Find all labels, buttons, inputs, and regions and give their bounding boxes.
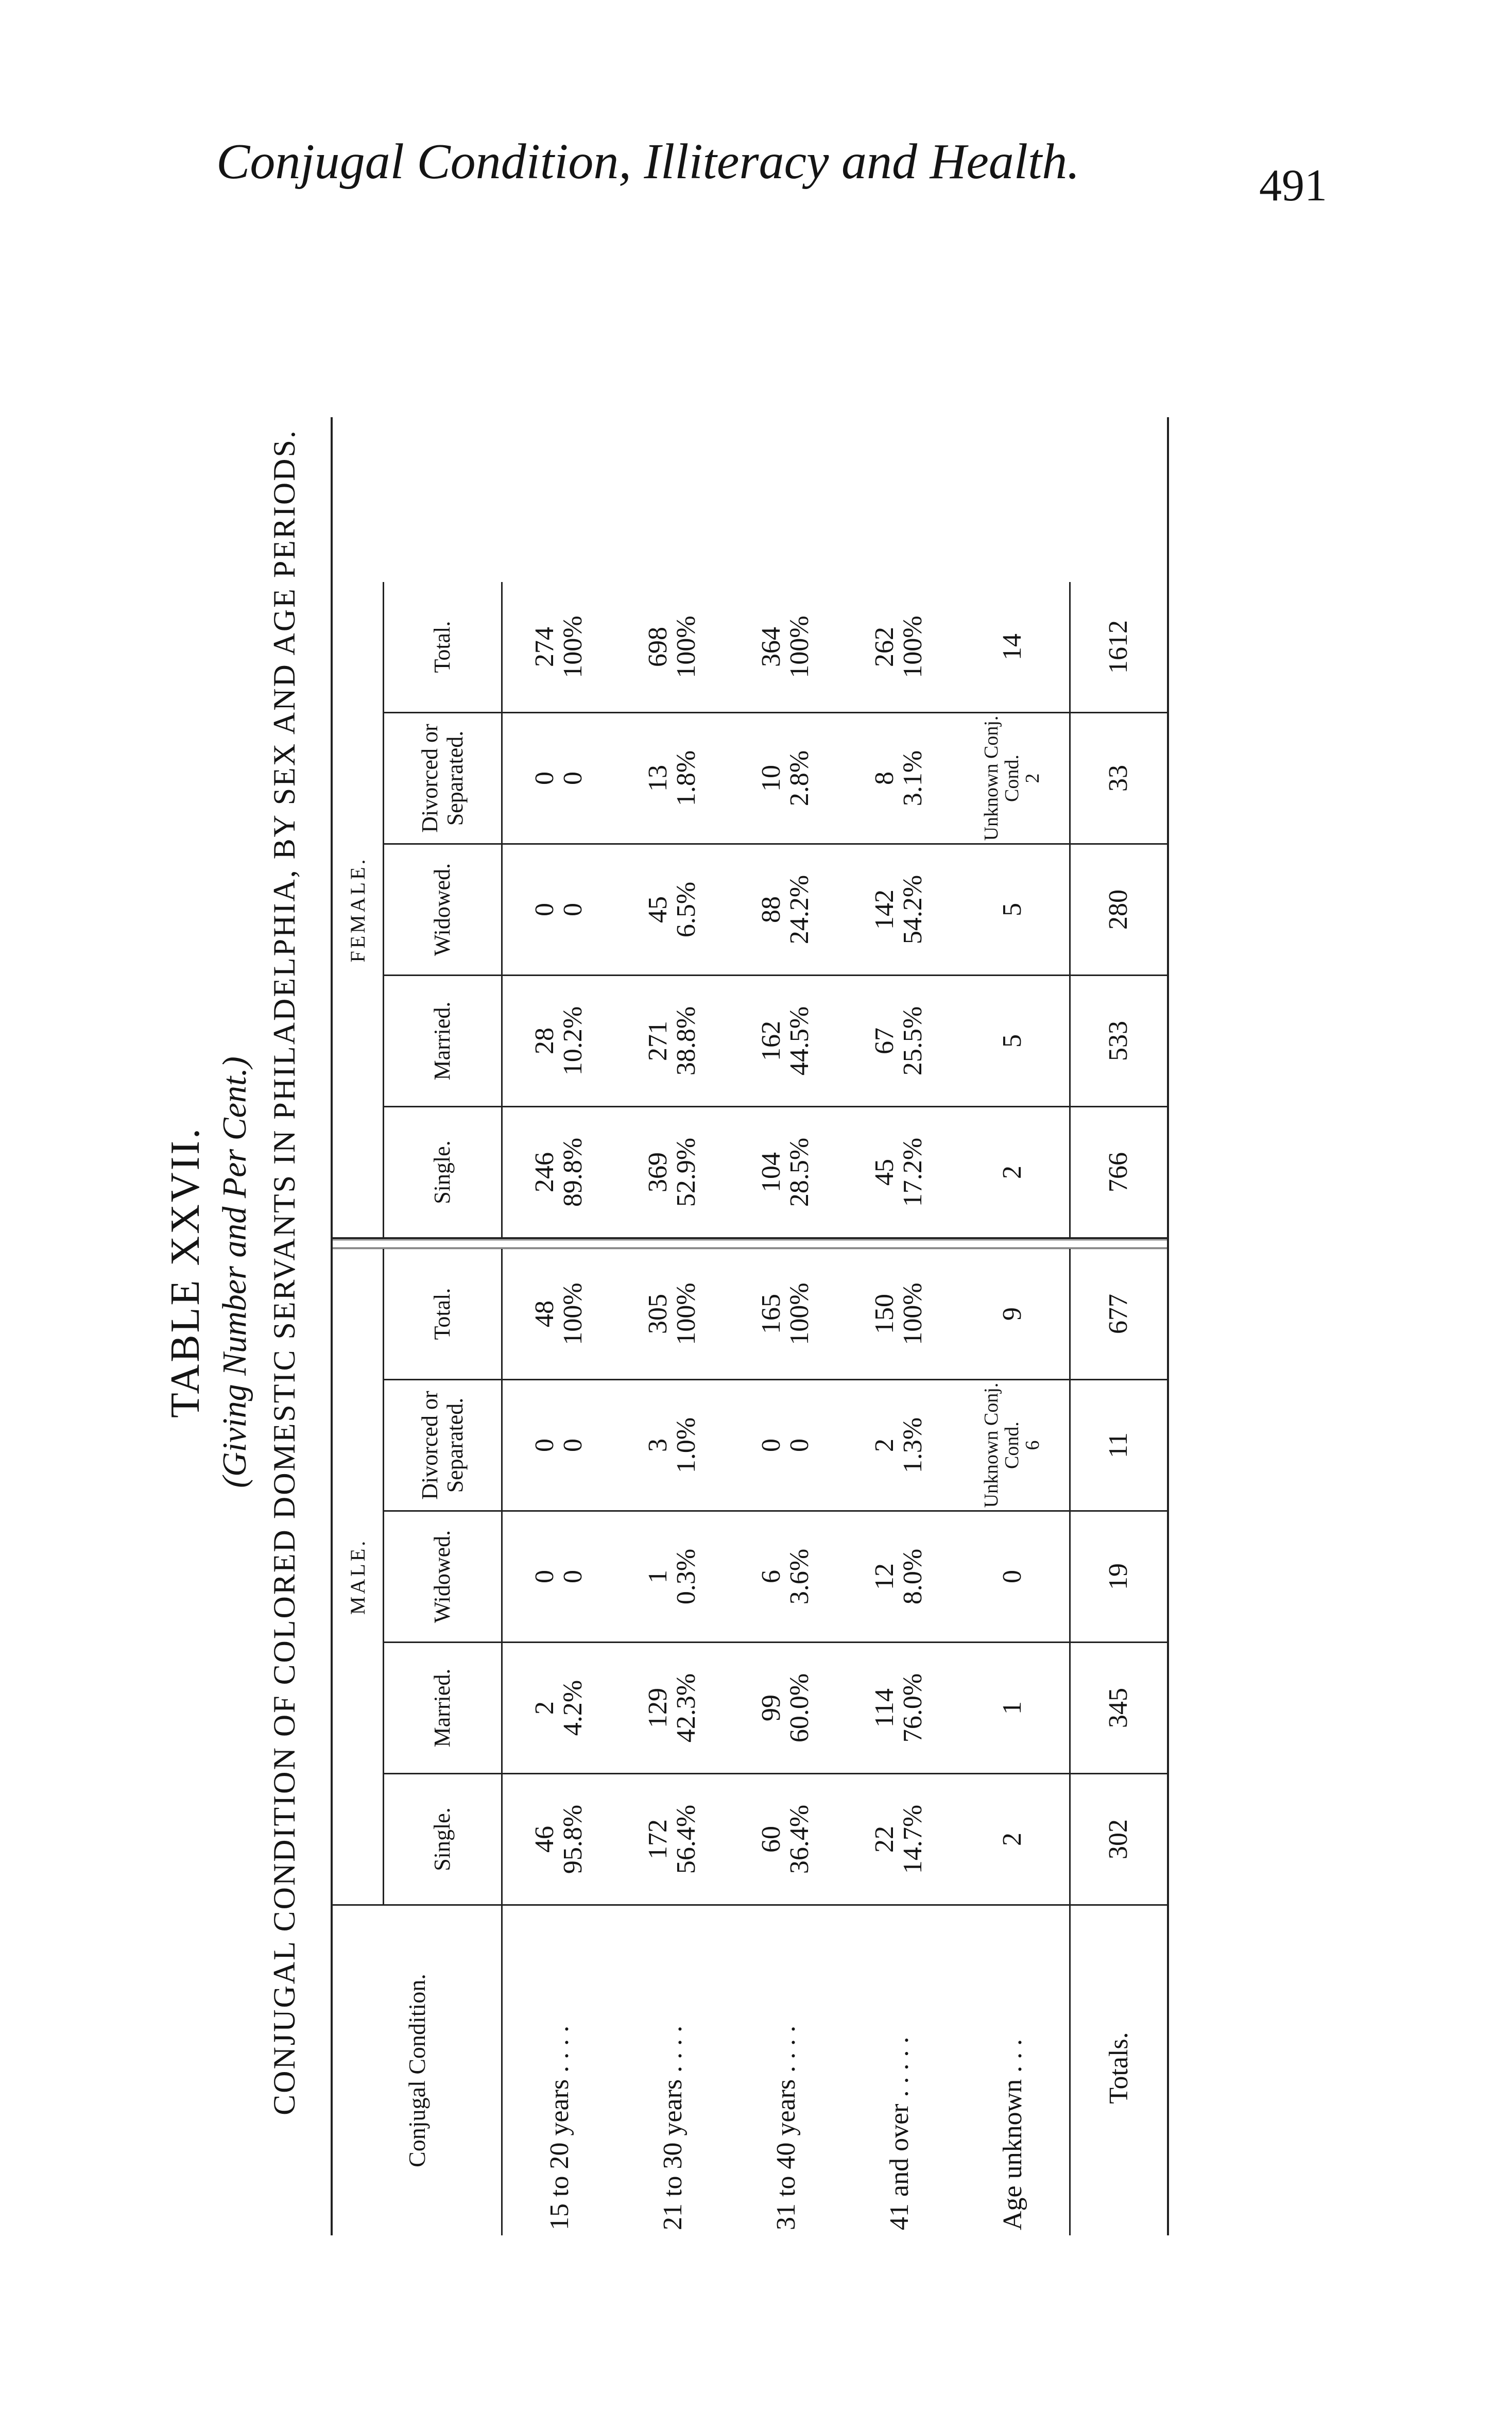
cell-value: 99: [757, 1695, 786, 1721]
cell-value: 0: [530, 772, 560, 785]
table-cell: [503, 1512, 616, 1643]
col-header-female-single: Single.: [384, 1107, 503, 1239]
col-header-male-widowed: Widowed.: [384, 1512, 503, 1643]
totals-label: Totals.: [1069, 1906, 1167, 2235]
table-cell: [956, 1107, 1069, 1239]
cell-value: 12: [870, 1563, 900, 1590]
table-cell: [956, 1512, 1069, 1643]
cell-value: 114: [870, 1688, 900, 1728]
cell-value: 14: [997, 634, 1027, 660]
cell-percent: 0: [558, 1570, 588, 1583]
cell-value: 6: [757, 1570, 786, 1583]
cell-percent: 6: [1021, 1440, 1043, 1450]
table-cell: [729, 845, 843, 976]
table-cell: [503, 1774, 616, 1906]
cell-value: 60: [757, 1826, 786, 1853]
table-cell: [956, 1380, 1069, 1512]
cell-value: 88: [757, 896, 786, 923]
cell-percent: 24.2%: [785, 875, 814, 945]
total-cell: 302: [1069, 1774, 1167, 1906]
cell-percent: 52.9%: [672, 1137, 701, 1207]
page-number: 491: [1259, 161, 1327, 211]
table-cell: [729, 1380, 843, 1512]
table-cell: [729, 1643, 843, 1774]
table-cell: [956, 1249, 1069, 1380]
table-cell: [616, 845, 729, 976]
col-header-female-divorced: Divorced or Separated.: [384, 713, 503, 845]
cell-percent: 1.0%: [672, 1417, 701, 1474]
cell-percent: 100%: [558, 615, 588, 678]
cell-percent: 42.3%: [672, 1673, 701, 1743]
cell-value: 67: [870, 1028, 900, 1054]
total-cell: 533: [1069, 976, 1167, 1107]
cell-value: 0: [530, 903, 560, 916]
cell-value: 369: [643, 1152, 673, 1192]
cell-value: 0: [530, 1570, 560, 1583]
table-cell: [956, 1643, 1069, 1774]
total-cell: 11: [1069, 1380, 1167, 1512]
table-cell: [956, 713, 1069, 845]
cell-percent: 0.3%: [672, 1548, 701, 1605]
cell-percent: 14.7%: [898, 1804, 927, 1874]
cell-value: 45: [870, 1159, 900, 1186]
cell-percent: 4.2%: [558, 1680, 588, 1736]
cell-value: 5: [997, 903, 1027, 916]
table-cell: [616, 1512, 729, 1643]
cell-percent: 100%: [898, 615, 927, 678]
cell-percent: 10.2%: [558, 1006, 588, 1076]
col-header-female-total: Total.: [384, 582, 503, 713]
table-cell: [729, 582, 843, 713]
table-title: TABLE XXVII.: [163, 1126, 208, 1418]
col-header-female-widowed: Widowed.: [384, 845, 503, 976]
cell-percent: 76.0%: [898, 1673, 927, 1743]
table-cell: [729, 713, 843, 845]
table-cell: [843, 713, 956, 845]
cell-value: 162: [757, 1021, 786, 1061]
table-cell: [843, 1643, 956, 1774]
table-cell: [503, 976, 616, 1107]
cell-value: 28: [530, 1028, 560, 1054]
cell-value: 2: [530, 1701, 560, 1715]
table-cell: [616, 713, 729, 845]
rotated-table: [160, 268, 1231, 2277]
table-cell: [616, 976, 729, 1107]
cell-value: 274: [530, 627, 560, 667]
col-header-male-divorced: Divorced or Separated.: [384, 1380, 503, 1512]
table-cell: [729, 1774, 843, 1906]
cell-percent: 60.0%: [785, 1673, 814, 1743]
cell-value: 0: [530, 1439, 560, 1452]
cell-percent: 0: [785, 1439, 814, 1452]
cell-value: 13: [643, 765, 673, 792]
cell-percent: 56.4%: [672, 1804, 701, 1874]
table-cell: [503, 845, 616, 976]
cell-percent: 100%: [785, 615, 814, 678]
table-cell: [503, 582, 616, 713]
group-header-male: MALE.: [333, 1249, 384, 1906]
cell-value: 262: [870, 627, 900, 667]
table-cell: [729, 1107, 843, 1239]
cell-percent: 0: [558, 1439, 588, 1452]
cell-percent: 1.3%: [898, 1417, 927, 1474]
cell-percent: 2: [1021, 773, 1043, 783]
table-cell: [843, 582, 956, 713]
table-cell: [729, 1512, 843, 1643]
cell-value: 5: [997, 1034, 1027, 1048]
cell-percent: 36.4%: [785, 1804, 814, 1874]
col-header-female-married: Married.: [384, 976, 503, 1107]
table-cell: [843, 1249, 956, 1380]
cell-value: 104: [757, 1152, 786, 1192]
cell-value: 165: [757, 1294, 786, 1334]
cell-percent: 100%: [672, 615, 701, 678]
table-cell: [843, 1512, 956, 1643]
cell-percent: 100%: [558, 1283, 588, 1345]
cell-percent: 8.0%: [898, 1548, 927, 1605]
cell-value: 1: [997, 1701, 1027, 1715]
col-header-male-single: Single.: [384, 1774, 503, 1906]
table-cell: [503, 1643, 616, 1774]
cell-value: Unknown Conj. Cond.: [981, 715, 1023, 841]
cell-value: 129: [643, 1688, 673, 1728]
cell-value: 1: [643, 1570, 673, 1583]
table-cell: [843, 1107, 956, 1239]
cell-value: 45: [643, 896, 673, 923]
cell-percent: 3.1%: [898, 750, 927, 807]
table-cell: [956, 845, 1069, 976]
cell-percent: 38.8%: [672, 1006, 701, 1076]
table-cell: [843, 1774, 956, 1906]
table-cell: [616, 1249, 729, 1380]
table-cell: [503, 713, 616, 845]
total-cell: 1612: [1069, 582, 1167, 713]
column-divider: [333, 1239, 1167, 1249]
cell-value: 364: [757, 627, 786, 667]
cell-percent: 100%: [785, 1283, 814, 1345]
cell-percent: 0: [558, 772, 588, 785]
cell-value: 0: [997, 1570, 1027, 1583]
table-cell: [843, 976, 956, 1107]
row-label: 21 to 30 years . . . .: [658, 2025, 688, 2230]
cell-value: 46: [530, 1826, 560, 1853]
table-cell: [843, 845, 956, 976]
cell-percent: 100%: [672, 1283, 701, 1345]
table-cell: [503, 1380, 616, 1512]
row-label: 31 to 40 years . . . .: [771, 2025, 801, 2230]
table-cell: [503, 1249, 616, 1380]
total-cell: 19: [1069, 1512, 1167, 1643]
table-cell: [616, 582, 729, 713]
cell-percent: 2.8%: [785, 750, 814, 807]
table-subtitle: (Giving Number and Per Cent.): [216, 1056, 253, 1488]
cell-value: 8: [870, 772, 900, 785]
cell-value: 2: [997, 1833, 1027, 1846]
table-cell: [956, 582, 1069, 713]
data-table: [331, 417, 1169, 2235]
table-cell: [503, 1107, 616, 1239]
cell-percent: 6.5%: [672, 881, 701, 938]
table-cell: [616, 1774, 729, 1906]
cell-percent: 100%: [898, 1283, 927, 1345]
table-cell: [843, 1380, 956, 1512]
table-cell: [729, 976, 843, 1107]
cell-value: 2: [870, 1439, 900, 1452]
row-header: Conjugal Condition.: [333, 1906, 503, 2235]
col-header-male-married: Married.: [384, 1643, 503, 1774]
cell-percent: 95.8%: [558, 1804, 588, 1874]
cell-value: 246: [530, 1152, 560, 1192]
cell-percent: 89.8%: [558, 1137, 588, 1207]
total-cell: 766: [1069, 1107, 1167, 1239]
cell-value: 142: [870, 890, 900, 930]
row-label: Age unknown . . .: [998, 2039, 1027, 2230]
cell-percent: 25.5%: [898, 1006, 927, 1076]
table-cell: [956, 1774, 1069, 1906]
cell-percent: 44.5%: [785, 1006, 814, 1076]
cell-value: 10: [757, 765, 786, 792]
col-header-male-total: Total.: [384, 1249, 503, 1380]
table-caption: CONJUGAL CONDITION OF COLORED DOMESTIC SERVANTS IN PHILADELPHIA, BY SEX AND AGE PERIODS.: [267, 429, 301, 2115]
total-cell: 345: [1069, 1643, 1167, 1774]
cell-value: 2: [997, 1166, 1027, 1179]
table-cell: [616, 1107, 729, 1239]
cell-value: 3: [643, 1439, 673, 1452]
total-cell: 280: [1069, 845, 1167, 976]
table-cell: [616, 1380, 729, 1512]
cell-percent: 0: [558, 903, 588, 916]
row-label: 41 and over . . . . .: [884, 2037, 914, 2230]
cell-value: 305: [643, 1294, 673, 1334]
table-cell: [729, 1249, 843, 1380]
cell-value: 698: [643, 627, 673, 667]
cell-percent: 1.8%: [672, 750, 701, 807]
cell-value: 22: [870, 1826, 900, 1853]
cell-percent: 28.5%: [785, 1137, 814, 1207]
table-cell: [616, 1643, 729, 1774]
total-cell: 677: [1069, 1249, 1167, 1380]
group-header-female: FEMALE.: [333, 582, 384, 1239]
cell-value: 9: [997, 1307, 1027, 1321]
cell-value: 172: [643, 1819, 673, 1859]
cell-value: Unknown Conj. Cond.: [981, 1382, 1023, 1508]
cell-value: 0: [757, 1439, 786, 1452]
cell-value: 48: [530, 1301, 560, 1327]
running-head: Conjugal Condition, Illiteracy and Health.: [216, 134, 1080, 190]
row-label: 15 to 20 years . . . .: [544, 2025, 574, 2230]
cell-percent: 3.6%: [785, 1548, 814, 1605]
cell-value: 150: [870, 1294, 900, 1334]
cell-percent: 54.2%: [898, 875, 927, 945]
total-cell: 33: [1069, 713, 1167, 845]
cell-value: 271: [643, 1021, 673, 1061]
cell-percent: 17.2%: [898, 1137, 927, 1207]
table-cell: [956, 976, 1069, 1107]
